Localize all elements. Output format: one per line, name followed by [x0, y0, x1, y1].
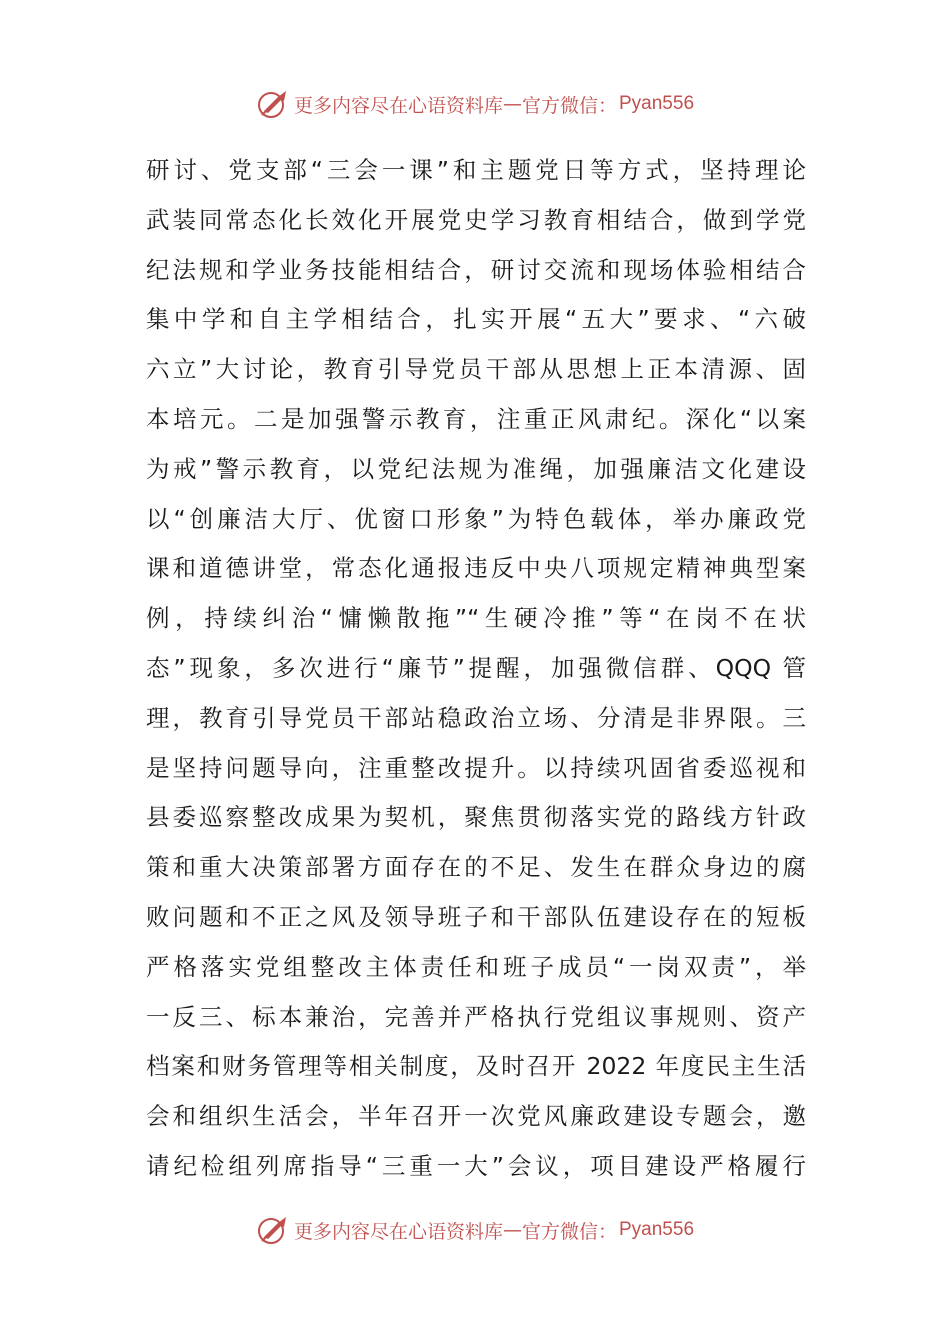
banner-brand-text: 更多内容尽在心语资料库 [293, 1220, 503, 1243]
text-line: 研讨、党支部“三会一课”和主题党日等方式，坚持理论 [146, 156, 806, 184]
banner-dash: — [502, 1219, 522, 1241]
text-line: 例，持续纠治“慵懒散拖”“生硬冷推”等“在岗不在状 [146, 604, 806, 633]
text-line: 是坚持问题导向，注重整改提升。以持续巩固省委巡视和 [146, 753, 806, 782]
banner-wechat-label: 官方微信： [521, 1220, 617, 1243]
text-line: 本培元。二是加强警示教育，注重正风肃纪。深化“以案 [146, 404, 806, 433]
text-line: 为戒”警示教育，以党纪法规为准绳，加强廉洁文化建设 [146, 454, 806, 483]
text-line: 档案和财务管理等相关制度，及时召开 2022 年度民主生活 [146, 1052, 806, 1081]
text-line: 请纪检组列席指导“三重一大”会议，项目建设严格履行 [146, 1151, 806, 1180]
banner-dash: — [502, 93, 522, 115]
banner-brand-text: 更多内容尽在心语资料库 [293, 94, 503, 117]
text-line: 武装同常态化长效化开展党史学习教育相结合，做到学党 [146, 205, 806, 234]
pen-nib-seal-icon [256, 87, 290, 121]
header-banner [0, 84, 950, 124]
text-line: 集中学和自主学相结合，扎实开展“五大”要求、“六破 [146, 305, 806, 334]
document-body [146, 146, 806, 1192]
text-line: 六立”大讨论，教育引导党员干部从思想上正本清源、固 [146, 355, 806, 384]
banner-wechat-id: Pyan556 [619, 1219, 695, 1240]
pen-nib-seal-icon [256, 1213, 290, 1247]
text-line: 策和重大决策部署方面存在的不足、发生在群众身边的腐 [146, 853, 806, 882]
banner-wechat-label: 官方微信： [521, 94, 617, 117]
text-line: 课和道德讲堂，常态化通报违反中央八项规定精神典型案 [146, 554, 806, 583]
text-line: 以“创廉洁大厅、优窗口形象”为特色载体，举办廉政党 [146, 504, 806, 533]
text-line: 会和组织生活会，半年召开一次党风廉政建设专题会，邀 [146, 1102, 806, 1131]
text-line: 态”现象，多次进行“廉节”提醒，加强微信群、QQQ 管 [146, 653, 806, 682]
footer-banner [0, 1210, 950, 1250]
text-line: 纪法规和学业务技能相结合，研讨交流和现场体验相结合 [146, 255, 806, 284]
banner-wechat-id: Pyan556 [619, 93, 695, 114]
text-line: 理，教育引导党员干部站稳政治立场、分清是非界限。三 [146, 703, 806, 732]
text-line: 一反三、标本兼治，完善并严格执行党组议事规则、资产 [146, 1002, 806, 1031]
text-line: 县委巡察整改成果为契机，聚焦贯彻落实党的路线方针政 [146, 803, 806, 832]
text-line: 严格落实党组整改主体责任和班子成员“一岗双责”，举 [146, 952, 806, 981]
text-line: 败问题和不正之风及领导班子和干部队伍建设存在的短板 [146, 902, 806, 931]
